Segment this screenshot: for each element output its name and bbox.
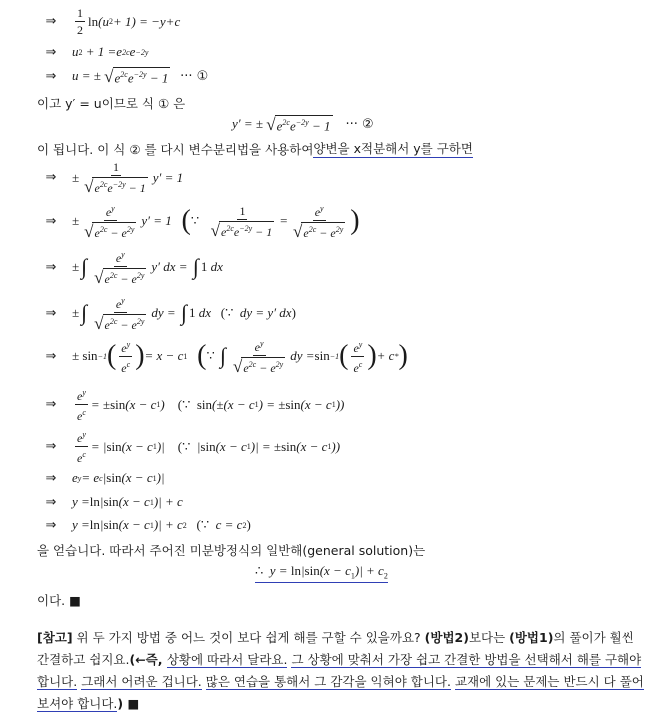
- equation-line-3: ⇒ u = ± √ $e^{2c}e^{-2y} - 1$ ··· ①: [45, 67, 209, 87]
- text-line-2: [37, 139, 473, 158]
- text-line-3: 을 얻습니다. 따라서 주어진 미분방정식의 일반해(general solution)는: [37, 543, 426, 558]
- equation-line-6: ⇒ ± ∫ $e^y$ √ $e^{2c} - e^{2y}$ y′ dx = ∫ 1 dx: [45, 250, 223, 287]
- final-equation: ∴ $y = \ln|\sin(x - c_1)| + c_2$: [255, 563, 388, 581]
- note-underline-2: 그 상황에 맞춰서 가장 쉽고 간결한 방법을 선택해서 해를 구해야 합니다.: [37, 652, 642, 689]
- note-underline-3: 그래서 어려운 겁니다.: [81, 674, 202, 689]
- note-text-end: ) ■: [117, 696, 140, 711]
- equation-tag-2: ··· ②: [345, 116, 374, 132]
- text-line-1: 이고 y′ = u이므로 식 ① 은: [37, 96, 186, 111]
- text-line-4: 이다. ■: [37, 593, 81, 608]
- equation-2: y ′ = ± √ $e^{2c}e^{-2y} - 1$ ··· ②: [232, 115, 374, 135]
- equation-line-11: ⇒ e y = e c | sin (x − c 1 )|: [45, 470, 165, 486]
- note-text-4: (←즉,: [129, 652, 167, 667]
- equation-line-1: ⇒ $\frac{1}{2}$ ln ( u 2 + 1) = − y + c: [45, 6, 181, 37]
- note-tag: [참고]: [37, 630, 73, 645]
- note-paragraph: [37, 627, 649, 715]
- note-underline-5: 교재에 있는 문제는 반드시 다 풀어 보셔야 합니다.: [37, 674, 644, 711]
- equation-line-5: ⇒ ± $e^y$ √ $e^{2c} - e^{2y}$ y ′ = 1 ( ∵ 1 √ $e^{2c}e^{-2y} - 1$ = $e^y$ √ $e^{2c} - e^{2y}$ ): [45, 203, 360, 241]
- equation-line-10: ⇒ $\frac{e^y}{e^c}$ = | sin (x − c 1 )| (∵ | sin (x − c 1 )| = ± sin (x − c 1 )): [45, 430, 341, 465]
- equation-line-4: ⇒ ± 1 √ $e^{2c}e^{-2y} - 1$ y ′ = 1: [45, 160, 184, 196]
- note-underline-4: 많은 연습을 통해서 그 감각을 익혀야 합니다.: [205, 674, 451, 689]
- equation-line-8: ⇒ ± sin −1 ( $\frac{e^y}{e^c}$ ) = x − c 1 ( ∵ ∫ $e^y$ √ $e^{2c} - e^{2y}$ dy = sin −1 ( $\frac{e^y}{e^c}$ ) + c * ): [45, 339, 408, 376]
- equation-line-13: ⇒ y = ln | sin (x − c 1 )| + c 2 (∵ c = c 2 ): [45, 517, 251, 533]
- note-method-2: (방법2): [424, 630, 469, 645]
- text-line-2-a: 이 됩니다. 이 식 ② 를 다시 변수분리법을 사용하여: [37, 141, 314, 157]
- equation-line-2: ⇒ u 2 + 1 = e 2c e −2y: [45, 44, 149, 60]
- note-text-1: 위 두 가지 방법 중 어느 것이 보다 쉽게 해를 구할 수 있을까요?: [72, 630, 425, 645]
- equation-line-9: ⇒ $\frac{e^y}{e^c}$ = ± sin (x − c 1 ) (∵ sin (±(x − c 1 ) = ± sin (x − c 1 )): [45, 388, 345, 423]
- text-line-2-underlined: 양변을 x적분해서 y를 구하면: [313, 141, 473, 156]
- note-underline-1: 상황에 따라서 달라요.: [166, 652, 288, 667]
- note-method-1: (방법1): [509, 630, 554, 645]
- note-text-2: 보다는: [468, 630, 510, 645]
- equation-line-12: ⇒ y = ln | sin (x − c 1 )| + c: [45, 494, 183, 510]
- equation-tag-1: ··· ①: [180, 68, 209, 84]
- note-text-3: 의 풀이가 훨씬 간결하고 쉽지요.: [37, 630, 634, 667]
- equation-line-7: ⇒ ± ∫ $e^y$ √ $e^{2c} - e^{2y}$ dy = ∫ 1 dx (∵ dy = y′ dx ): [45, 296, 296, 333]
